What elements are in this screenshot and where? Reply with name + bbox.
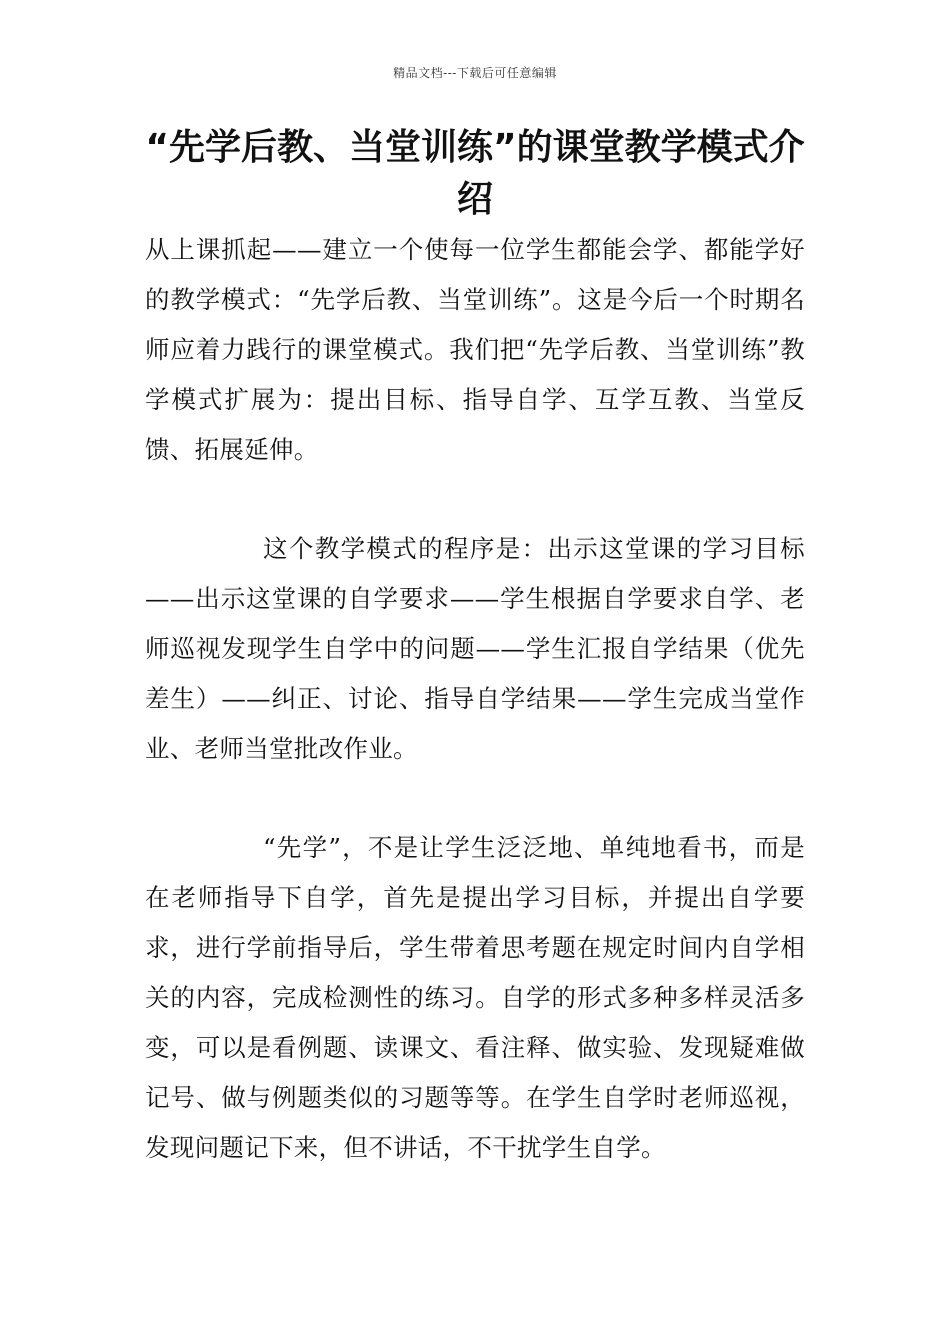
document-title: “先学后教、当堂训练”的课堂教学模式介绍	[145, 127, 805, 220]
paragraph-1: 从上课抓起——建立一个使每一位学生都能会学、都能学好的教学模式：“先学后教、当堂训练”。这是今后一个时期名师应着力践行的课堂模式。我们把“先学后教、当堂训练”教学模式扩展为：提出目标、指导自学、互学互教、当堂反馈、拓展延伸。	[145, 235, 805, 464]
page-header: 精品文档---下载后可任意编辑	[393, 66, 557, 80]
paragraph-3: “先学”，不是让学生泛泛地、单纯地看书，而是在老师指导下自学，首先是提出学习目标，并提出自学要求，进行学前指导后，学生带着思考题在规定时间内自学相关的内容，完成检测性的练习。自学的形式多种多样灵活多变，可以是看例题、读课文、看注释、做实验、发现疑难做记号、做与例题类似的习题等等。在学生自学时老师巡视，发现问题记下来，但不讲话，不干扰学生自学。	[145, 833, 805, 1162]
paragraph-2: 这个教学模式的程序是：出示这堂课的学习目标——出示这堂课的自学要求——学生根据自学要求自学、老师巡视发现学生自学中的问题——学生汇报自学结果（优先差生）——纠正、讨论、指导自学结果——学生完成当堂作业、老师当堂批改作业。	[145, 534, 805, 763]
